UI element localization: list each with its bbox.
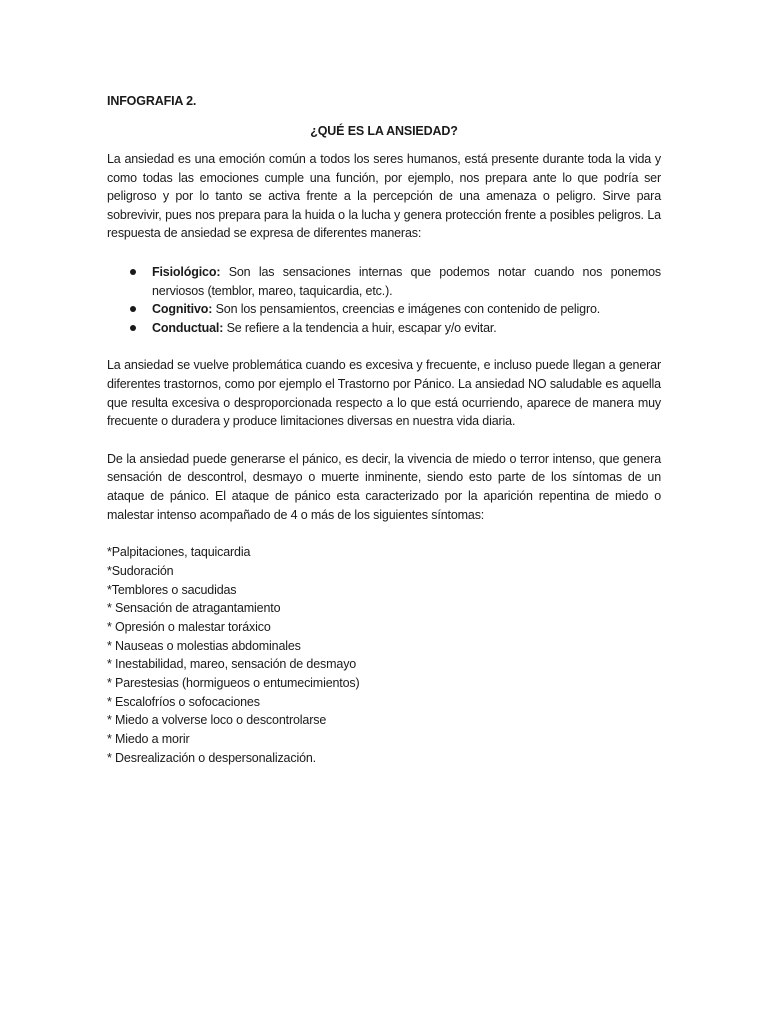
symptom-item: * Desrealización o despersonalización. bbox=[107, 750, 317, 765]
symptoms-list bbox=[107, 543, 661, 767]
document-page bbox=[107, 93, 661, 768]
symptom-item: *Temblores o sacudidas bbox=[107, 582, 237, 597]
symptom-item: * Escalofríos o sofocaciones bbox=[107, 694, 260, 709]
document-title: ¿QUÉ ES LA ANSIEDAD? bbox=[310, 124, 458, 138]
symptom-item: * Miedo a volverse loco o descontrolarse bbox=[107, 713, 327, 728]
symptom-item: *Palpitaciones, taquicardia bbox=[107, 545, 251, 560]
bullet-text: Son las sensaciones internas que podemos notar cuando nos ponemos nerviosos (temblor, mareo, taquicardia, etc.). bbox=[152, 264, 661, 298]
document-label: INFOGRAFIA 2. bbox=[107, 94, 197, 108]
symptom-item: * Opresión o malestar toráxico bbox=[107, 619, 271, 634]
bullet-icon bbox=[130, 269, 136, 275]
symptom-item: * Inestabilidad, mareo, sensación de desmayo bbox=[107, 657, 357, 672]
bullet-text: Se refiere a la tendencia a huir, escapar y/o evitar. bbox=[223, 320, 497, 335]
symptom-item: * Sensación de atragantamiento bbox=[107, 601, 281, 616]
bullet-term: Cognitivo: bbox=[152, 302, 213, 317]
intro-paragraph: La ansiedad es una emoción común a todos los seres humanos, está presente durante toda la vida y como todas las emociones cumple una función, por ejemplo, nos prepara ante lo que podría ser peligroso y por lo tanto se activa frente a la percepción de una amenaza o peligro. Sirve para sobrevivir, pues nos prepara para la huida o la lucha y genera protección frente a posibles peligros. La respuesta de ansiedad se expresa de diferentes maneras: bbox=[107, 152, 661, 241]
list-item-fisiologico bbox=[107, 263, 661, 300]
problematic-anxiety-paragraph: La ansiedad se vuelve problemática cuando es excesiva y frecuente, e incluso puede llegan a generar diferentes trastornos, como por ejemplo el Trastorno por Pánico. La ansiedad NO saludable es aquella que resulta excesiva o desproporcionada respecto a lo que está ocurriendo, aparece de manera muy frecuente o duradera y produce limitaciones diversas en nuestra vida diaria. bbox=[107, 358, 661, 429]
list-item-cognitivo bbox=[107, 300, 661, 319]
bullet-icon bbox=[130, 306, 136, 312]
list-item-conductual bbox=[107, 319, 661, 338]
bullet-icon bbox=[130, 325, 136, 331]
symptom-item: *Sudoración bbox=[107, 563, 174, 578]
anxiety-types-list bbox=[107, 263, 661, 337]
bullet-term: Fisiológico: bbox=[152, 264, 221, 279]
symptom-item: * Parestesias (hormigueos o entumecimientos) bbox=[107, 676, 360, 691]
symptom-item: * Nauseas o molestias abdominales bbox=[107, 638, 301, 653]
panic-paragraph: De la ansiedad puede generarse el pánico, es decir, la vivencia de miedo o terror intenso, que genera sensación de descontrol, desmayo o muerte inminente, siendo esto parte de los síntomas de un ataque de pánico. El ataque de pánico esta caracterizado por la aparición repentina de miedo o malestar intenso acompañado de 4 o más de los siguientes síntomas: bbox=[107, 451, 661, 522]
bullet-term: Conductual: bbox=[152, 320, 224, 335]
bullet-text: Son los pensamientos, creencias e imágenes con contenido de peligro. bbox=[212, 302, 601, 317]
symptom-item: * Miedo a morir bbox=[107, 732, 190, 747]
